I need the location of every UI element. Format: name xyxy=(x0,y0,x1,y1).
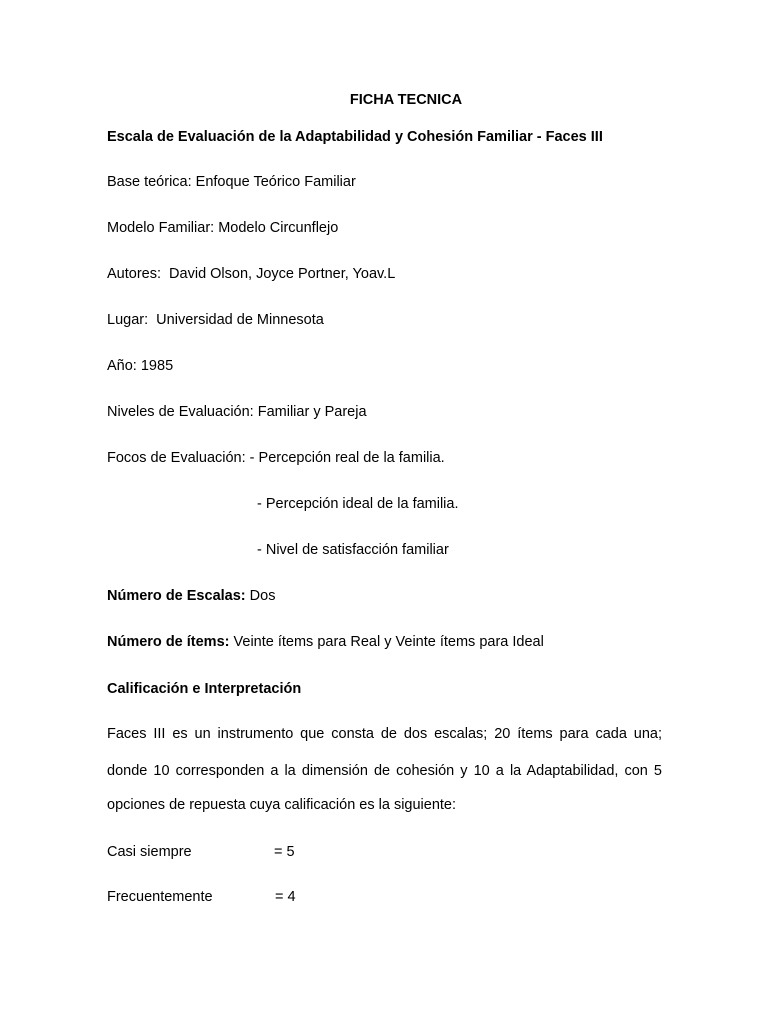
score-value: = 4 xyxy=(275,889,296,905)
score-row xyxy=(107,843,192,861)
field-autores xyxy=(107,265,395,283)
field-ano xyxy=(107,357,173,375)
field-label: Número de ítems: xyxy=(107,634,230,650)
field-label: Lugar: xyxy=(107,312,149,328)
score-row xyxy=(107,888,213,906)
field-value: Dos xyxy=(245,588,276,604)
field-label: Focos de Evaluación: xyxy=(107,450,246,466)
field-value: - Percepción real de la familia. xyxy=(245,450,445,466)
field-value: Enfoque Teórico Familiar xyxy=(191,174,356,190)
field-niveles xyxy=(107,403,367,421)
paragraph-line: opciones de repuesta cuya calificación es la siguiente: xyxy=(107,797,457,813)
field-label: Autores: xyxy=(107,266,161,282)
field-value: David Olson, Joyce Portner, Yoav.L xyxy=(161,266,396,282)
field-escalas xyxy=(107,587,275,605)
document-heading: Escala de Evaluación de la Adaptabilidad y Cohesión Familiar - Faces III xyxy=(107,129,603,145)
section-heading: Calificación e Interpretación xyxy=(107,681,302,697)
field-label: Modelo Familiar: xyxy=(107,220,215,236)
score-label: Frecuentemente xyxy=(107,889,213,905)
field-modelo-familiar xyxy=(107,219,338,237)
score-value: = 5 xyxy=(274,844,295,860)
field-value: Veinte ítems para Real y Veinte ítems para Ideal xyxy=(229,634,544,650)
field-value: Modelo Circunflejo xyxy=(214,220,339,236)
field-label: Número de Escalas: xyxy=(107,588,246,604)
field-value: Universidad de Minnesota xyxy=(148,312,324,328)
field-value: Familiar y Pareja xyxy=(253,404,367,420)
focos-item: - Percepción ideal de la familia. xyxy=(257,496,459,512)
field-focos xyxy=(107,449,445,467)
field-items xyxy=(107,633,544,651)
paragraph-line: donde 10 corresponden a la dimensión de cohesión y 10 a la Adaptabilidad, con 5 xyxy=(107,763,662,779)
paragraph-line: Faces III es un instrumento que consta de dos escalas; 20 ítems para cada una; xyxy=(107,726,662,742)
field-base-teorica xyxy=(107,173,356,191)
field-label: Año: xyxy=(107,358,137,374)
focos-item: - Nivel de satisfacción familiar xyxy=(257,542,449,558)
field-value: 1985 xyxy=(136,358,174,374)
field-lugar xyxy=(107,311,324,329)
score-label: Casi siempre xyxy=(107,844,192,860)
field-label: Base teórica: xyxy=(107,174,192,190)
page-title: FICHA TECNICA xyxy=(349,92,463,108)
field-label: Niveles de Evaluación: xyxy=(107,404,254,420)
